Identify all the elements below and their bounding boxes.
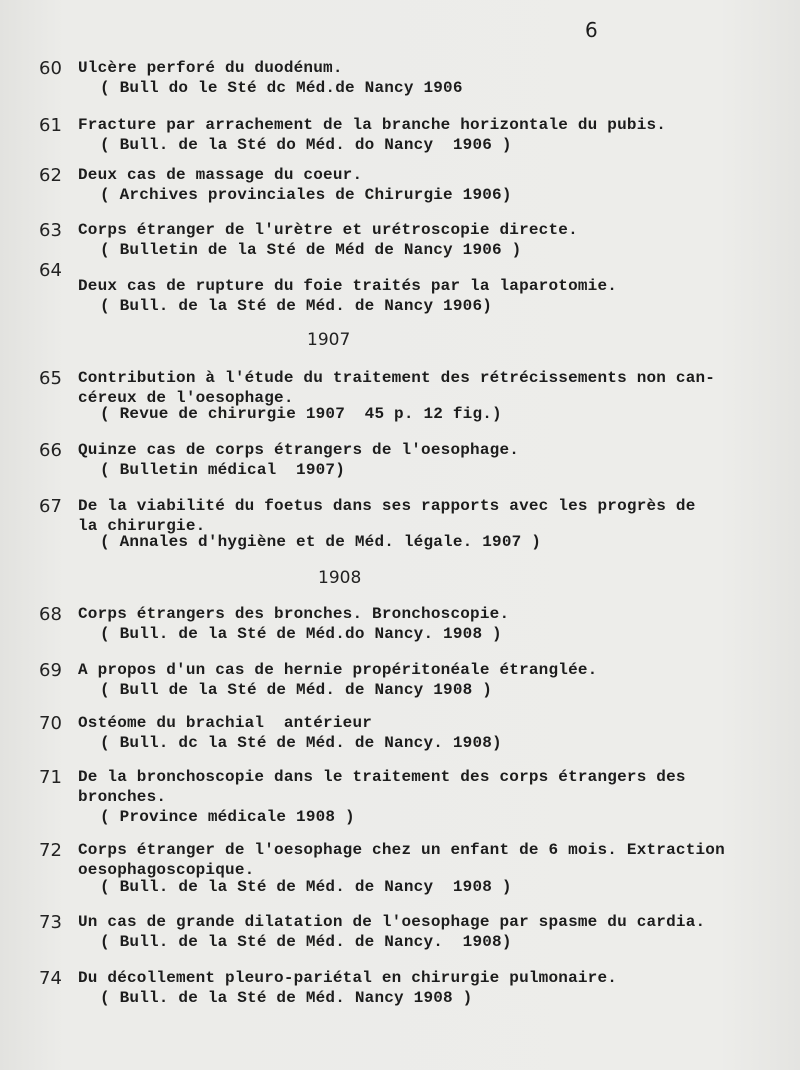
year-heading-1908: 1908 [318, 568, 362, 588]
entry-title: De la viabilité du foetus dans ses rapports avec les progrès de la chirurgie. [78, 497, 696, 535]
entry-reference: ( Bull. de la Sté de Méd. de Nancy. 1908) [100, 933, 512, 951]
page-number: 6 [585, 18, 598, 42]
entry-number: 73 [39, 912, 62, 933]
entry-number: 68 [39, 604, 62, 625]
entry-number: 70 [39, 713, 62, 734]
entry-title: Du décollement pleuro-pariétal en chirurgie pulmonaire. [78, 969, 618, 987]
entry-reference: ( Bull. de la Sté de Méd.do Nancy. 1908 ) [100, 625, 502, 643]
entry-reference: ( Bull de la Sté de Méd. de Nancy 1908 ) [100, 681, 493, 699]
entry-number: 63 [39, 220, 62, 241]
entry-number: 61 [39, 115, 62, 136]
entry-title: Quinze cas de corps étrangers de l'oesophage. [78, 441, 520, 459]
entry-reference: ( Bull do le Sté dc Méd.de Nancy 1906 [100, 79, 463, 97]
entry-number: 65 [39, 368, 62, 389]
entry-title: Corps étranger de l'oesophage chez un enfant de 6 mois. Extraction oesophagoscopique. [78, 841, 725, 879]
entry-reference: ( Bulletin médical 1907) [100, 461, 346, 479]
entry-reference: ( Annales d'hygiène et de Méd. légale. 1907 ) [100, 533, 542, 551]
entry-title: Contribution à l'étude du traitement des rétrécissements non can- céreux de l'oesophage. [78, 369, 716, 407]
entry-reference: ( Bull. de la Sté de Méd. de Nancy 1906) [100, 297, 493, 315]
entry-title: Deux cas de rupture du foie traités par la laparotomie. [78, 277, 618, 295]
entry-number: 67 [39, 496, 62, 517]
entry-title: A propos d'un cas de hernie propéritonéale étranglée. [78, 661, 598, 679]
entry-number: 66 [39, 440, 62, 461]
entry-title: Ulcère perforé du duodénum. [78, 59, 343, 77]
entry-title: Fracture par arrachement de la branche horizontale du pubis. [78, 116, 667, 134]
entry-title: Corps étranger de l'urètre et urétroscopie directe. [78, 221, 578, 239]
entry-reference: ( Archives provinciales de Chirurgie 1906) [100, 186, 512, 204]
year-heading-1907: 1907 [307, 330, 351, 350]
entry-number: 69 [39, 660, 62, 681]
entry-title: Un cas de grande dilatation de l'oesophage par spasme du cardia. [78, 913, 706, 931]
entry-reference: ( Bull. de la Sté de Méd. de Nancy 1908 ) [100, 878, 512, 896]
entry-reference: ( Bulletin de la Sté de Méd de Nancy 1906 ) [100, 241, 522, 259]
entry-number: 71 [39, 767, 62, 788]
entry-reference: ( Bull. de la Sté de Méd. Nancy 1908 ) [100, 989, 473, 1007]
entry-number: 72 [39, 840, 62, 861]
entry-reference: ( Bull. de la Sté do Méd. do Nancy 1906 ) [100, 136, 512, 154]
entry-number: 74 [39, 968, 62, 989]
entry-number: 60 [39, 58, 62, 79]
entry-number: 64 [39, 260, 62, 281]
entry-title: Deux cas de massage du coeur. [78, 166, 363, 184]
entry-reference: ( Province médicale 1908 ) [100, 808, 355, 826]
entry-reference: ( Bull. dc la Sté de Méd. de Nancy. 1908) [100, 734, 502, 752]
entry-title: De la bronchoscopie dans le traitement des corps étrangers des bronches. [78, 768, 686, 806]
entry-title: Ostéome du brachial antérieur [78, 714, 373, 732]
entry-title: Corps étrangers des bronches. Bronchoscopie. [78, 605, 510, 623]
entry-reference: ( Revue de chirurgie 1907 45 p. 12 fig.) [100, 405, 502, 423]
entry-number: 62 [39, 165, 62, 186]
